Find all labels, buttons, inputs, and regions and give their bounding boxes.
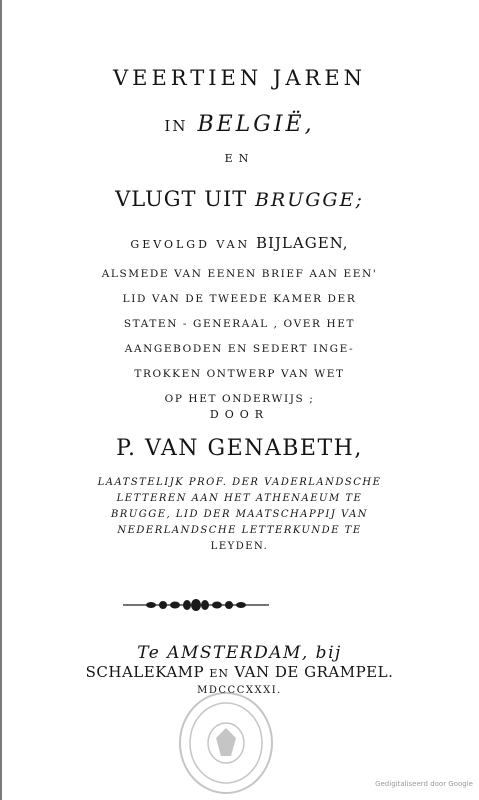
ornament-divider-icon <box>121 596 271 614</box>
title-line-5-prefix: GEVOLGD VAN <box>130 238 251 251</box>
title-line-1: VEERTIEN JAREN <box>112 66 367 90</box>
subtitle-line: AANGEBODEN EN SEDERT INGE- <box>124 343 355 355</box>
title-line-2-prefix: IN <box>164 117 188 135</box>
imprint-year: MDCCCXXXI. <box>197 685 282 696</box>
title-line-5-main: BIJLAGEN, <box>255 234 349 252</box>
author-description-line: LEYDEN. <box>210 541 269 552</box>
title-line-2-main: BELGIË, <box>197 112 315 137</box>
author-description-line: NEDERLANDSCHE LETTERKUNDE TE <box>117 525 362 536</box>
author-name: P. VAN GENABETH, <box>116 436 363 461</box>
subtitle-line: TROKKEN ONTWERP VAN WET <box>134 368 345 380</box>
title-line-3: EN <box>224 152 255 165</box>
title-line-5 <box>0 236 479 251</box>
publisher-and: EN <box>209 667 230 680</box>
subtitle-line: ALSMEDE VAN EENEN BRIEF AAN EEN' <box>101 268 378 280</box>
subtitle-line: OP HET ONDERWIJS ; <box>164 393 315 405</box>
author-description-line: LAATSTELIJK PROF. DER VADERLANDSCHE <box>97 477 382 488</box>
title-line-4-main: VLUGT UIT <box>115 187 248 211</box>
title-line-2 <box>0 114 479 136</box>
title-line-4 <box>0 189 479 210</box>
subtitle-line: STATEN - GENERAAL , OVER HET <box>123 318 356 330</box>
by-label: DOOR <box>209 408 270 421</box>
imprint-place: Te AMSTERDAM, bij <box>137 643 342 663</box>
author-description-line: LETTEREN AAN HET ATHENAEUM TE <box>116 493 363 504</box>
subtitle-line: LID VAN DE TWEEDE KAMER DER <box>122 293 357 305</box>
publisher-b: VAN DE GRAMPEL. <box>234 663 394 681</box>
imprint-publisher <box>0 665 479 680</box>
publisher-a: SCHALEKAMP <box>85 663 205 681</box>
digitization-watermark: Gedigitaliseerd door Google <box>375 780 473 788</box>
author-description-line: BRUGGE, LID DER MAATSCHAPPIJ VAN <box>110 509 369 520</box>
library-stamp-icon <box>176 688 276 798</box>
title-line-4-italic: BRUGGE; <box>254 189 364 211</box>
